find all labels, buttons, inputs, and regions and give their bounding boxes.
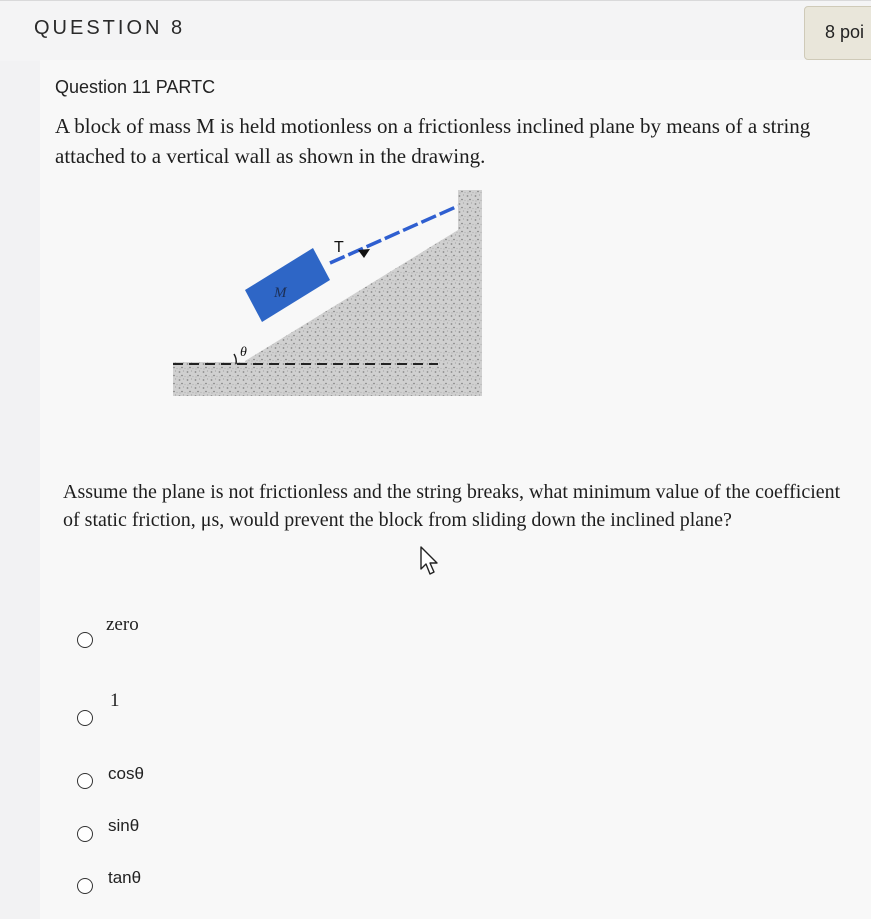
option-label: 1	[110, 690, 120, 711]
option-label: cosθ	[108, 764, 144, 783]
block-m	[245, 248, 330, 322]
answer-option-tan[interactable]	[72, 864, 372, 904]
angle-label: θ	[240, 345, 247, 360]
radio-button[interactable]	[77, 710, 93, 726]
tension-arrow	[358, 249, 370, 258]
points-label: 8 poi	[825, 22, 865, 42]
answer-option-zero[interactable]	[72, 612, 372, 652]
answer-option-sin[interactable]	[72, 812, 372, 852]
option-label: sinθ	[108, 816, 140, 835]
option-label: tanθ	[108, 868, 142, 887]
points-badge	[804, 6, 871, 60]
question-header	[0, 0, 871, 61]
radio-button[interactable]	[77, 632, 93, 648]
mass-label: M	[274, 285, 287, 301]
inclined-plane-diagram	[170, 186, 490, 401]
radio-button[interactable]	[77, 826, 93, 842]
radio-button[interactable]	[77, 878, 93, 894]
question-number: QUESTION 8	[34, 17, 186, 39]
question-subtitle: Question 11 PARTC	[55, 77, 216, 97]
option-label: zero	[106, 614, 139, 635]
answer-option-one[interactable]	[72, 689, 372, 729]
question-prompt: Assume the plane is not frictionless and the string breaks, what minimum value of the coefficient of static friction, μs, would prevent the block from sliding down the inclined plane?	[63, 481, 841, 531]
answer-option-cos[interactable]	[72, 760, 372, 800]
mouse-cursor-icon	[419, 545, 441, 577]
question-text: A block of mass M is held motionless on a frictionless inclined plane by means of a string attached to a vertical wall as shown in the drawing.	[55, 114, 811, 168]
tension-label: T	[334, 239, 344, 256]
radio-button[interactable]	[77, 773, 93, 789]
